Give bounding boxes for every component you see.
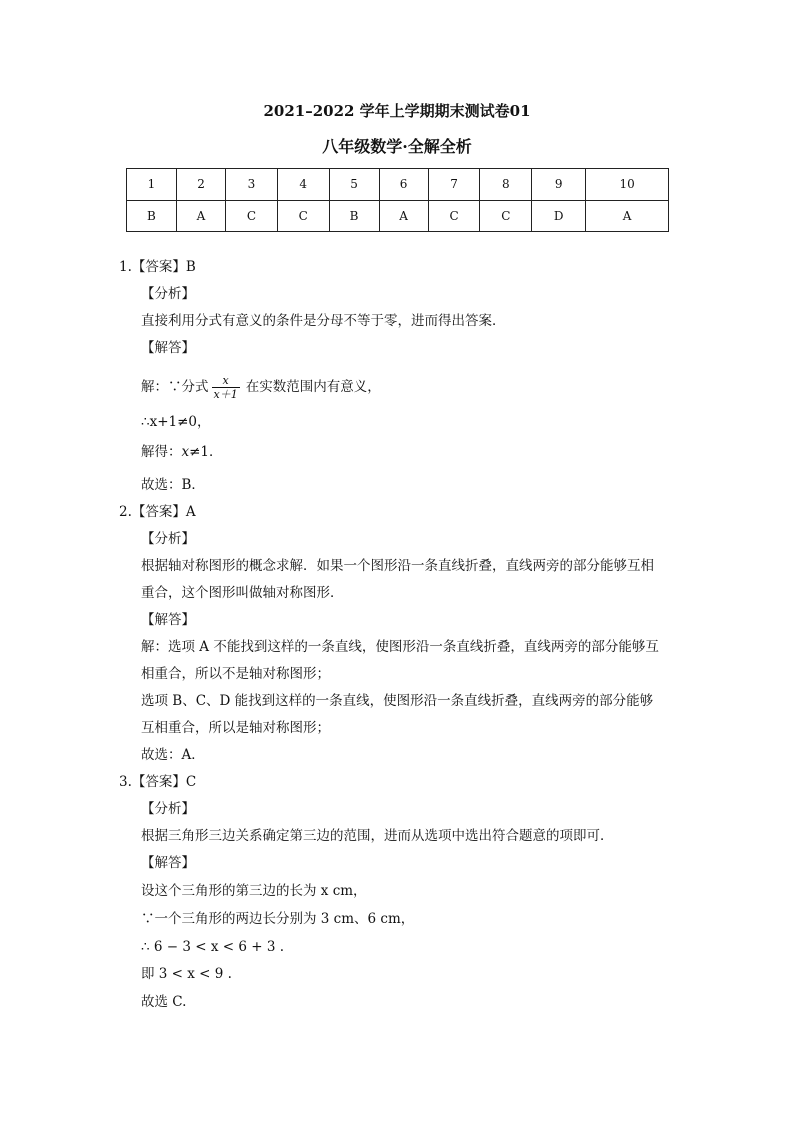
q3-solution-line-1: 设这个三角形的第三边的长为 x cm， xyxy=(141,883,367,899)
answer-table xyxy=(126,168,669,232)
table-cell: C xyxy=(277,200,329,232)
document-title: 2021–2022 学年上学期期末测试卷01 xyxy=(263,102,531,120)
q3-solution-line-2: ∵一个三角形的两边长分别为 3 cm、6 cm， xyxy=(141,911,415,927)
q2-analysis-line-1: 根据轴对称图形的概念求解．如果一个图形沿一条直线折叠，直线两旁的部分能够互相 xyxy=(141,558,654,574)
table-cell: A xyxy=(379,200,428,232)
table-cell: 1 xyxy=(127,169,177,201)
fraction-denominator: x＋1 xyxy=(213,388,238,401)
q3-solution-label: 【解答】 xyxy=(141,855,195,871)
table-cell: C xyxy=(428,200,480,232)
q3-analysis-text: 根据三角形三边关系确定第三边的范围，进而从选项中选出符合题意的项即可． xyxy=(141,828,614,844)
table-cell: 9 xyxy=(532,169,586,201)
q2-conclusion: 故选：A． xyxy=(141,747,205,763)
q3-answer-heading: 3.【答案】C xyxy=(119,774,197,790)
q2-answer-heading: 2.【答案】A xyxy=(119,504,196,520)
q1-solution-line-2: ∴x+1≠0， xyxy=(141,414,211,430)
q1-analysis-label: 【分析】 xyxy=(141,286,195,302)
table-cell: 3 xyxy=(226,169,278,201)
q3-solution-line-3: ∴ 6 − 3 < x < 6 + 3 . xyxy=(141,939,285,955)
q1-conclusion: 故选：B． xyxy=(141,477,205,493)
table-cell: B xyxy=(127,200,177,232)
fraction xyxy=(212,374,240,401)
q2-solution-label: 【解答】 xyxy=(141,612,195,628)
table-cell: A xyxy=(176,200,225,232)
document-subtitle: 八年级数学·全解全析 xyxy=(322,137,472,156)
table-cell: 10 xyxy=(586,169,669,201)
q3-solution-line-4: 即 3 < x < 9 . xyxy=(141,966,232,982)
table-cell: 6 xyxy=(379,169,428,201)
table-cell: 2 xyxy=(176,169,225,201)
fraction-numerator: x xyxy=(222,374,229,387)
answer-table-number-row xyxy=(127,169,669,201)
q1-solution-prefix: 解：∵分式 xyxy=(141,379,209,395)
q1-answer-heading: 1.【答案】B xyxy=(119,259,196,275)
q2-analysis-label: 【分析】 xyxy=(141,531,195,547)
table-cell: C xyxy=(226,200,278,232)
table-cell: A xyxy=(586,200,669,232)
q1-analysis-text: 直接利用分式有意义的条件是分母不等于零，进而得出答案． xyxy=(141,313,506,329)
q3-conclusion: 故选 C. xyxy=(141,994,187,1010)
table-cell: 7 xyxy=(428,169,480,201)
table-cell: D xyxy=(532,200,586,232)
q1-solve-suffix: ≠1． xyxy=(189,444,223,460)
q2-analysis-line-2: 重合，这个图形叫做轴对称图形． xyxy=(141,585,344,601)
q1-solution-label: 【解答】 xyxy=(141,340,195,356)
q1-solution-line-3 xyxy=(141,442,223,462)
table-cell: 8 xyxy=(480,169,532,201)
answer-table-answer-row xyxy=(127,200,669,232)
q1-solution-suffix: 在实数范围内有意义， xyxy=(245,379,381,395)
table-cell: C xyxy=(480,200,532,232)
q2-solution-line-1: 解：选项 A 不能找到这样的一条直线，使图形沿一条直线折叠，直线两旁的部分能够互 xyxy=(141,639,659,655)
table-cell: 5 xyxy=(329,169,379,201)
q3-analysis-label: 【分析】 xyxy=(141,801,195,817)
table-cell: B xyxy=(329,200,379,232)
q1-solve-variable: x xyxy=(181,444,190,460)
q2-solution-line-3: 选项 B、C、D 能找到这样的一条直线，使图形沿一条直线折叠，直线两旁的部分能够 xyxy=(141,693,654,709)
q1-solution-line-1 xyxy=(141,374,381,401)
q2-solution-line-4: 互相重合，所以是轴对称图形； xyxy=(141,720,330,736)
q1-solve-prefix: 解得： xyxy=(141,444,182,460)
table-cell: 4 xyxy=(277,169,329,201)
q2-solution-line-2: 相重合，所以不是轴对称图形； xyxy=(141,666,330,682)
